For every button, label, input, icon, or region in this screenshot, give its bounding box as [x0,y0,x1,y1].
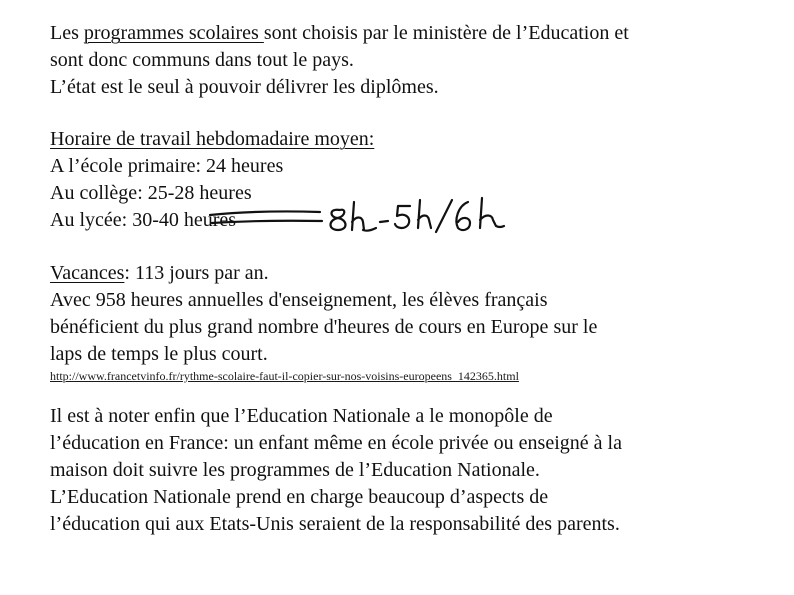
conclusion-line-3: maison doit suivre les programmes de l’Education Nationale. [50,459,540,481]
intro-text-cont: sont choisis par le ministère de l’Education et [263,22,629,44]
strike-line-upper [210,211,320,215]
hours-lycee-text: Au lycée: 30-40 [50,209,184,231]
holidays-line-4: laps de temps le plus court. [50,343,268,365]
holidays-line-2: Avec 958 heures annuelles d'enseignement, les élèves français [50,289,548,311]
hours-lycee-struck: heures [183,209,237,231]
intro-line-2: sont donc communs dans tout le pays. [50,49,354,71]
programmes-scolaires-text: programmes scolaires [83,22,264,44]
vacances-label: Vacances [50,262,125,284]
holidays-section [50,260,597,368]
intro-line-1 [50,20,629,47]
source-link[interactable]: http://www.francetvinfo.fr/rythme-scolaire-faut-il-copier-sur-nos-voisins-europeens_142365.html [50,369,519,383]
conclusion-line-5: l’éducation qui aux Etats-Unis seraient de la responsabilité des parents. [50,513,620,535]
hours-heading: Horaire de travail hebdomadaire moyen: [50,128,375,150]
intro-line-3: L’état est le seul à pouvoir délivrer les diplômes. [50,76,439,98]
conclusion-paragraph [50,403,622,538]
intro-paragraph [50,20,629,101]
conclusion-line-2: l’éducation en France: un enfant même en école privée ou enseigné à la [50,432,622,454]
hours-college: Au collège: 25-28 heures [50,182,252,204]
holidays-line-3: bénéficient du plus grand nombre d'heures de cours en Europe sur le [50,316,598,338]
holidays-line-1 [50,260,597,287]
hours-primary: A l’école primaire: 24 heures [50,155,284,177]
intro-text: Les [50,22,84,44]
vacances-text: : 113 jours par an. [124,262,269,284]
conclusion-line-1: Il est à noter enfin que l’Education Nationale a le monopôle de [50,405,553,427]
handwritten-annotation [200,190,520,240]
strike-line-lower [212,221,322,223]
conclusion-line-4: L’Education Nationale prend en charge beaucoup d’aspects de [50,486,549,508]
